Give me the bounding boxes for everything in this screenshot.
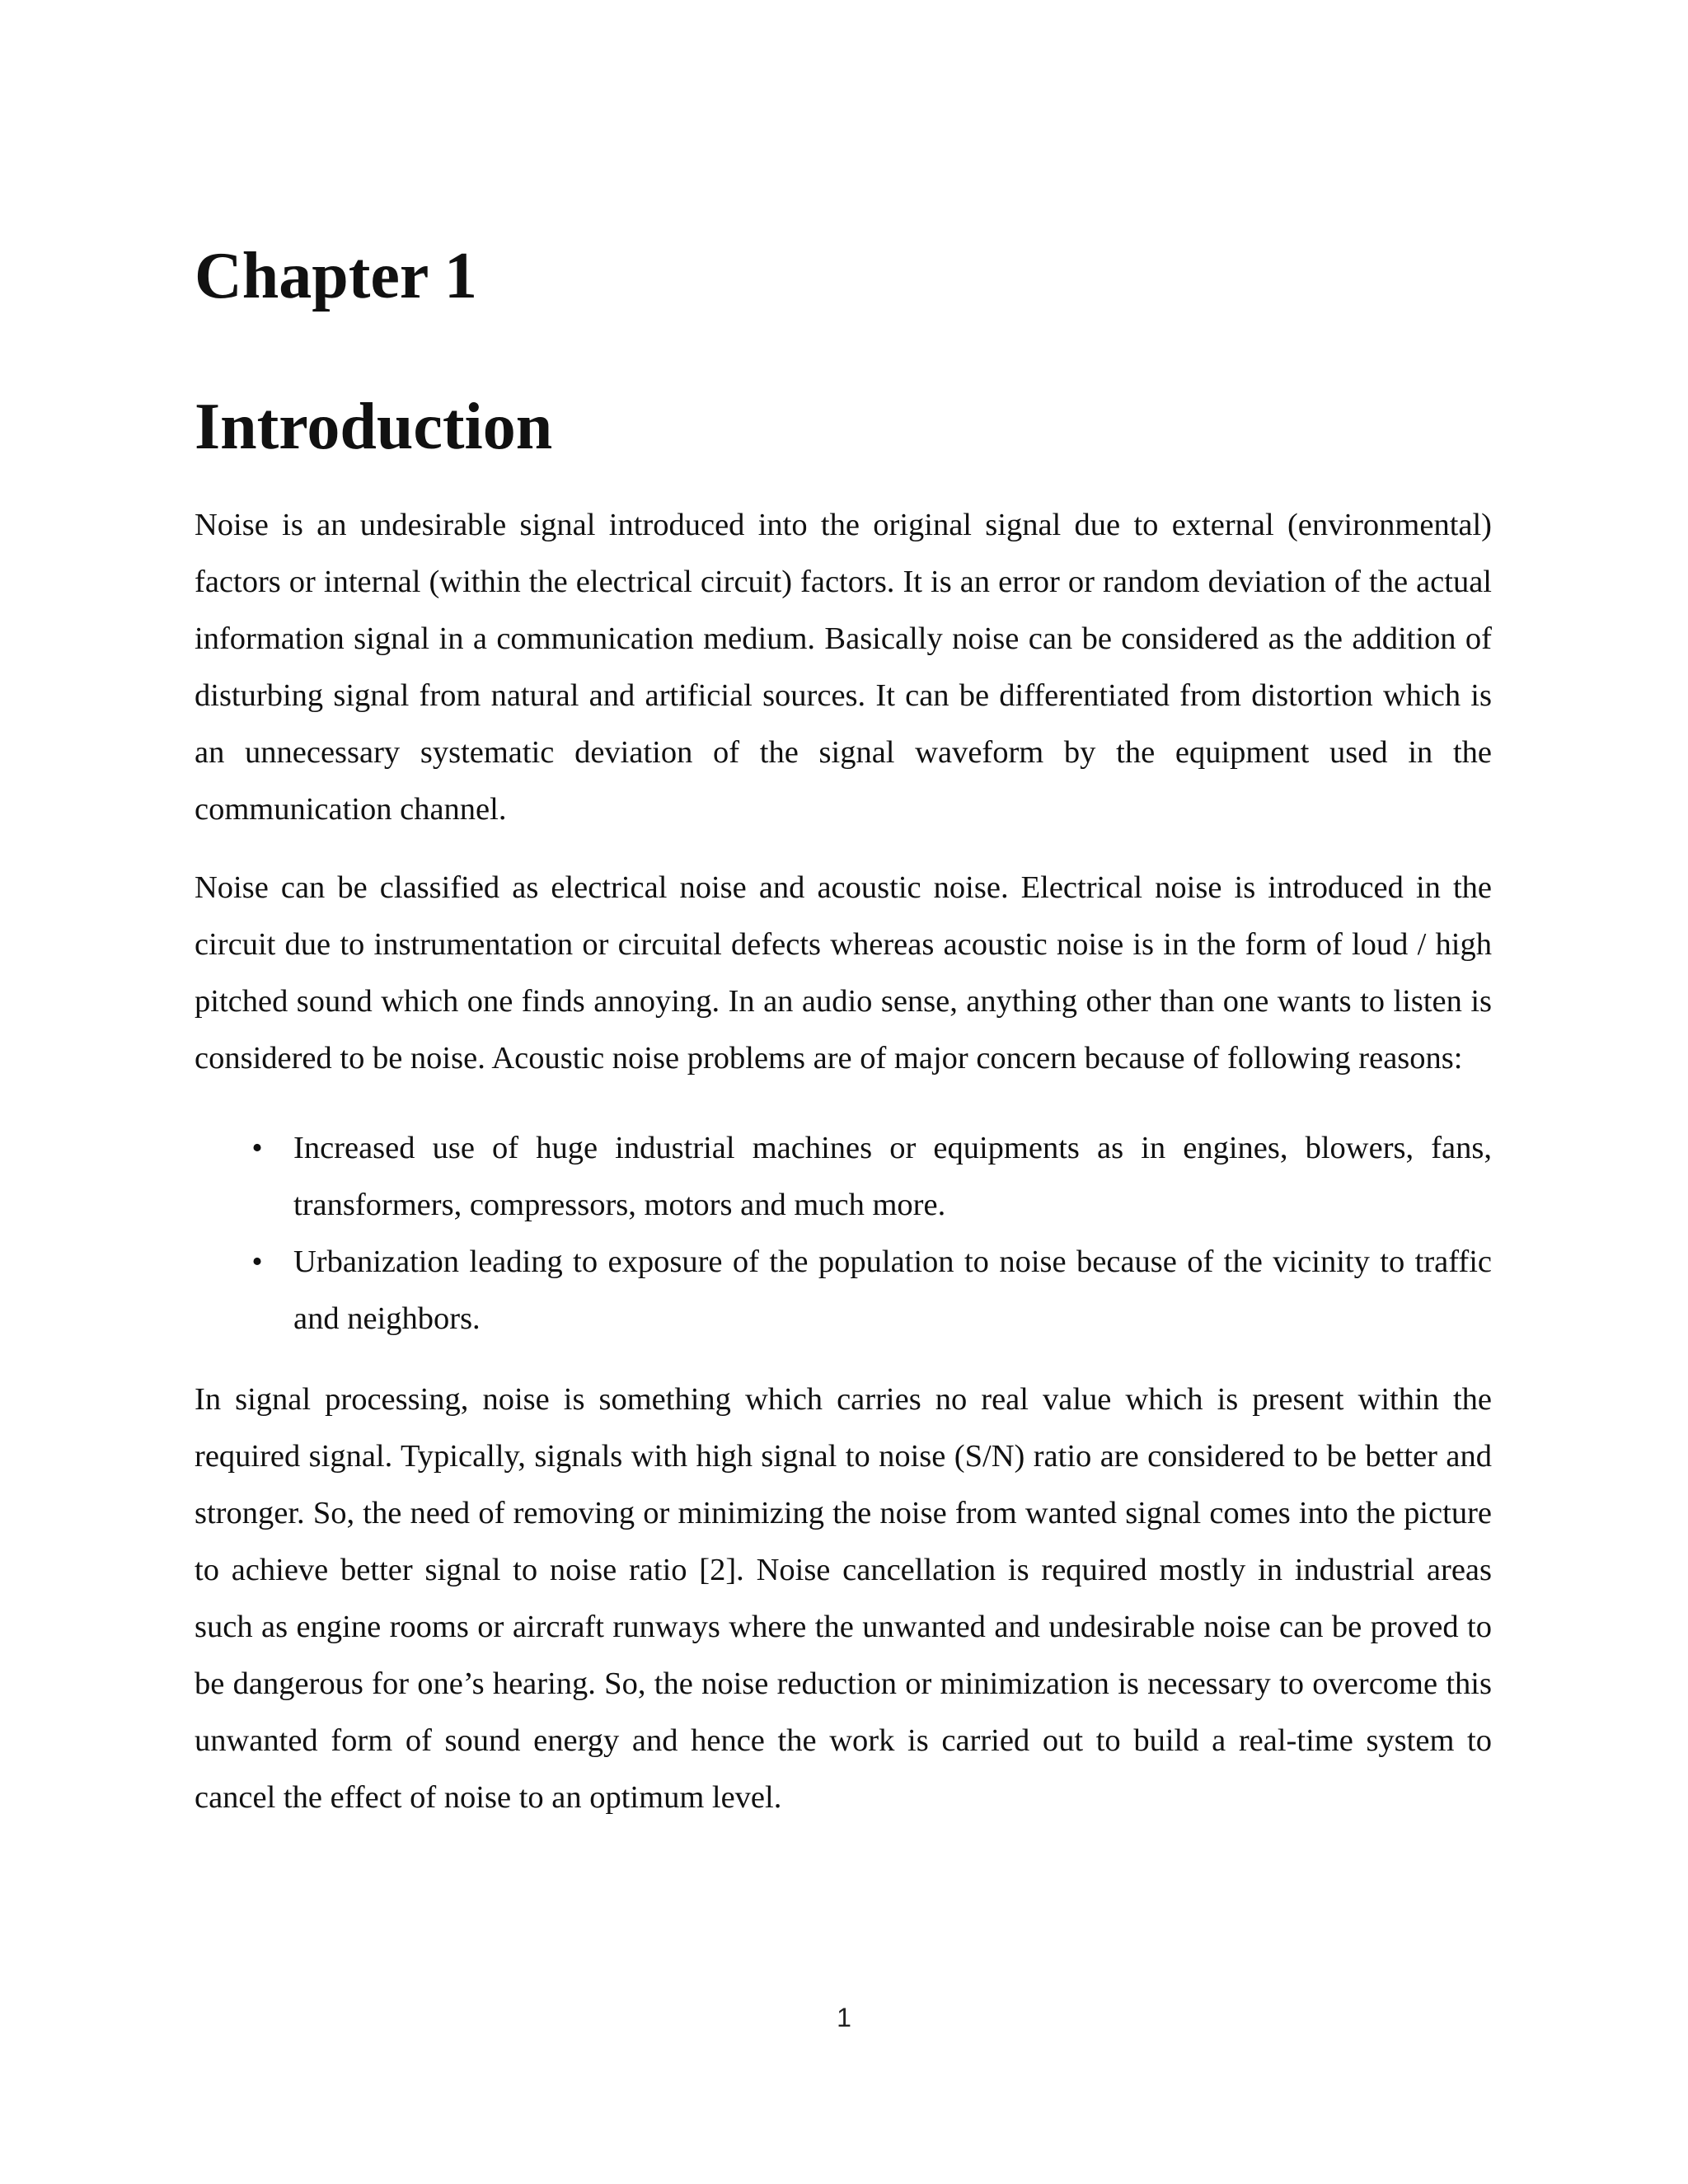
list-item [195,1120,1492,1234]
reasons-list [195,1120,1492,1347]
list-item-text: Increased use of huge industrial machines or equipments as in engines, blowers, fans, transformers, compressors, motors and much more. [293,1131,1492,1222]
chapter-label: Chapter 1 [195,240,477,312]
page-number: 1 [837,2003,851,2032]
bullet-icon: • [251,1244,263,1279]
bullet-icon: • [251,1131,263,1165]
paragraph-noise-classification: Noise can be classified as electrical noise and acoustic noise. Electrical noise is introduced in the circuit due to instrumentation or circuital defects whereas acoustic noise is in the form of loud / high pitched sound which one finds annoying. In an audio sense, anything other than one wants to listen is considered to be noise. Acoustic noise problems are of major concern because of following reasons: [195,870,1492,1076]
paragraph-noise-definition: Noise is an undesirable signal introduced into the original signal due to external (environmental) factors or internal (within the electrical circuit) factors. It is an error or random deviation of the actual information signal in a communication medium. Basically noise can be considered as the addition of disturbing signal from natural and artificial sources. It can be differentiated from distortion which is an unnecessary systematic deviation of the signal waveform by the equipment used in the communication channel. [195,508,1492,827]
paragraph-signal-processing: In signal processing, noise is something which carries no real value which is present within the required signal. Typically, signals with high signal to noise (S/N) ratio are considered to be better and stronger. So, the need of removing or minimizing the noise from wanted signal comes into the picture to achieve better signal to noise ratio [2]. Noise cancellation is required mostly in industrial areas such as engine rooms or aircraft runways where the unwanted and undesirable noise can be proved to be dangerous for one’s hearing. So, the noise reduction or minimization is necessary to overcome this unwanted form of sound energy and hence the work is carried out to build a real-time system to cancel the effect of noise to an optimum level. [195,1382,1492,1815]
list-item-text: Urbanization leading to exposure of the population to noise because of the vicinity to traffic and neighbors. [293,1244,1492,1336]
chapter-title: Introduction [195,391,553,463]
body-text [195,497,1492,1848]
list-item [195,1234,1492,1347]
